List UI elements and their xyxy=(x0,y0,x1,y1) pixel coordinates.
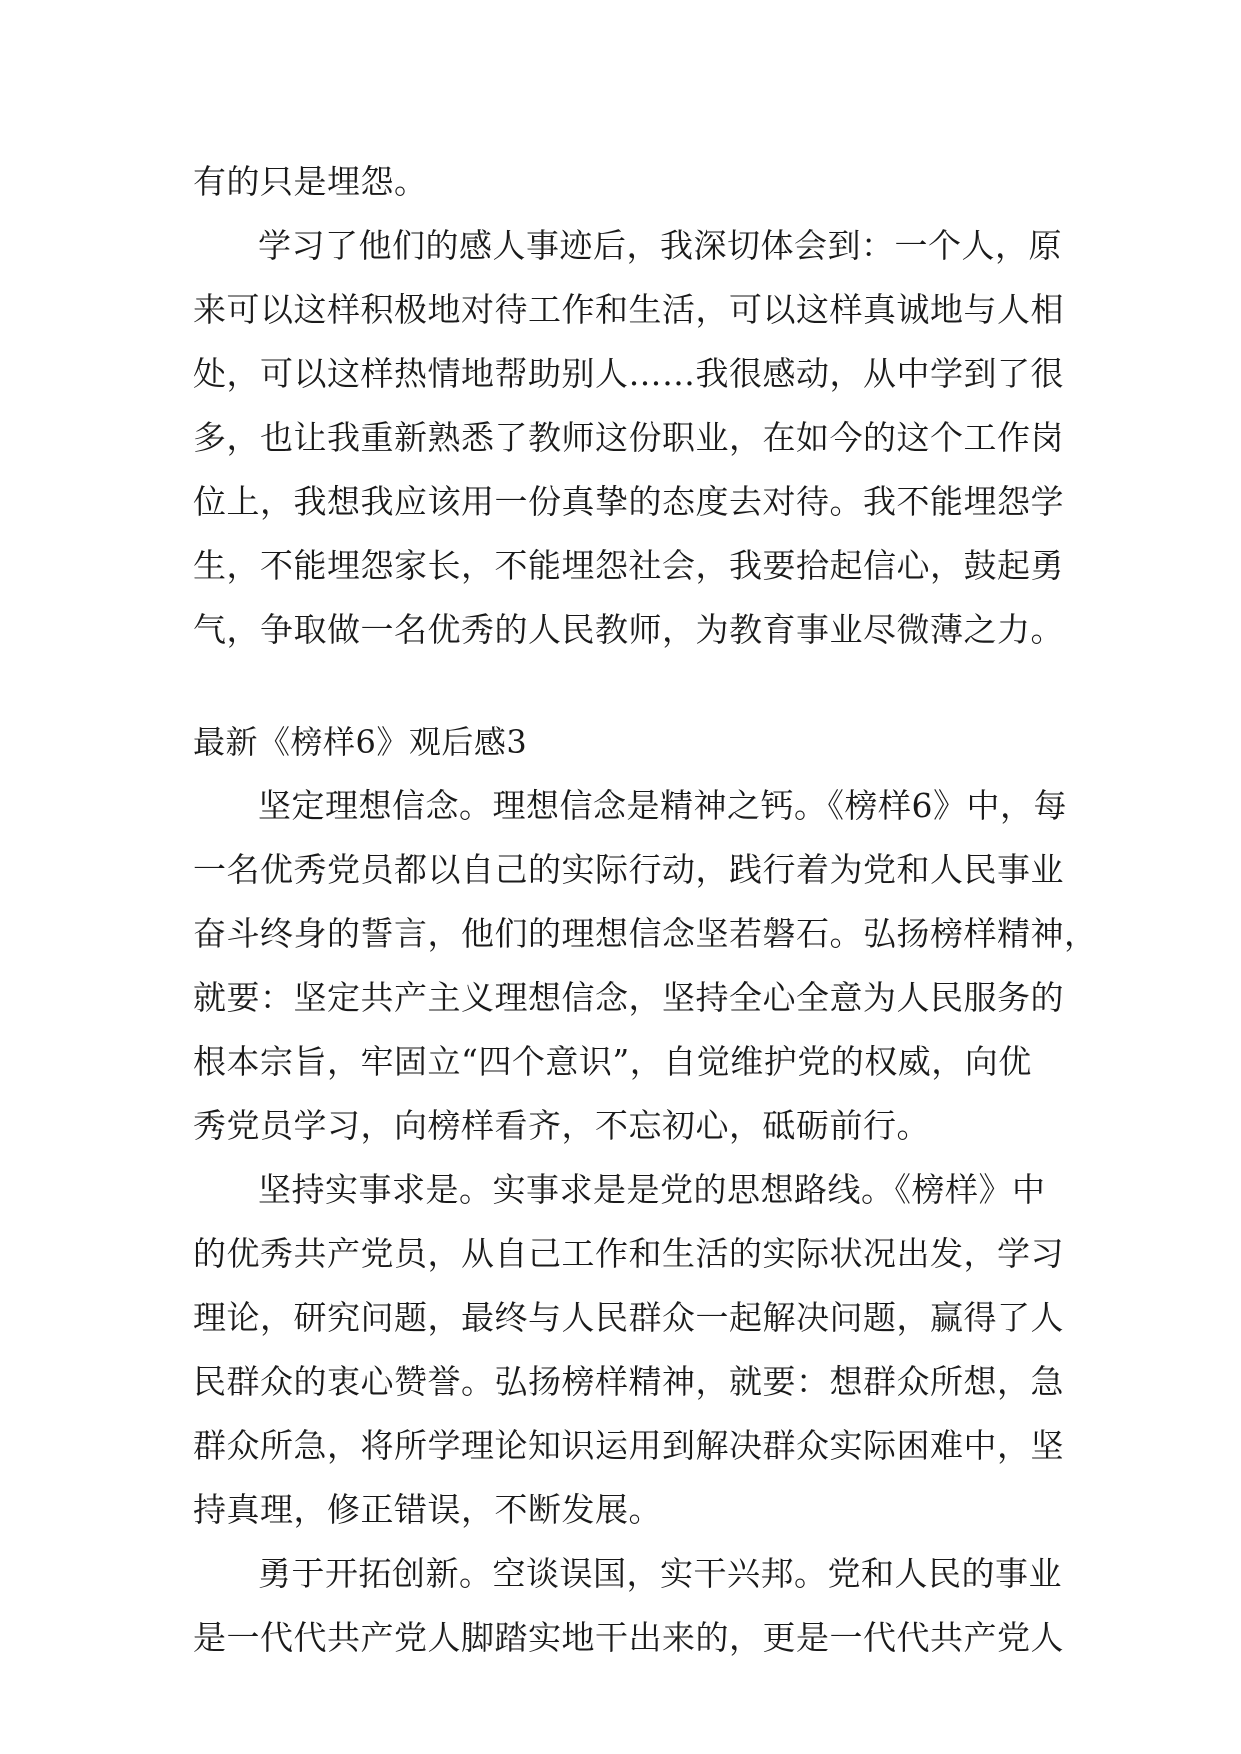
paragraph-line: 坚持实事求是。实事求是是党的思想路线。《榜样》中 xyxy=(258,1170,1046,1209)
paragraph-line: 生，不能埋怨家长，不能埋怨社会，我要拾起信心，鼓起勇 xyxy=(193,546,1064,585)
paragraph-line: 位上，我想我应该用一份真挚的态度去对待。我不能埋怨学 xyxy=(193,482,1064,521)
paragraph-line: 根本宗旨，牢固立“四个意识”，自觉维护党的权威，向优 xyxy=(193,1042,1032,1081)
paragraph-line: 学习了他们的感人事迹后，我深切体会到：一个人，原 xyxy=(258,226,1062,265)
paragraph-line: 有的只是埋怨。 xyxy=(193,162,428,201)
paragraph-line: 的优秀共产党员，从自己工作和生活的实际状况出发，学习 xyxy=(193,1234,1064,1273)
paragraph-line: 群众所急，将所学理论知识运用到解决群众实际困难中，坚 xyxy=(193,1426,1064,1465)
paragraph-line: 处，可以这样热情地帮助别人……我很感动，从中学到了很 xyxy=(193,354,1064,393)
paragraph-line: 奋斗终身的誓言，他们的理想信念坚若磐石。弘扬榜样精神， xyxy=(193,914,1098,953)
paragraph-line: 一名优秀党员都以自己的实际行动，践行着为党和人民事业 xyxy=(193,850,1064,889)
paragraph-line: 理论，研究问题，最终与人民群众一起解决问题，赢得了人 xyxy=(193,1298,1064,1337)
paragraph-line: 坚定理想信念。理想信念是精神之钙。《榜样6》中，每 xyxy=(258,786,1067,825)
paragraph-line: 秀党员学习，向榜样看齐，不忘初心，砥砺前行。 xyxy=(193,1106,930,1145)
paragraph-line: 气，争取做一名优秀的人民教师，为教育事业尽微薄之力。 xyxy=(193,610,1064,649)
paragraph-line: 就要：坚定共产主义理想信念，坚持全心全意为人民服务的 xyxy=(193,978,1064,1017)
paragraph-line: 民群众的衷心赞誉。弘扬榜样精神，就要：想群众所想，急 xyxy=(193,1362,1064,1401)
paragraph-line: 多，也让我重新熟悉了教师这份职业，在如今的这个工作岗 xyxy=(193,418,1064,457)
paragraph-line: 持真理，修正错误，不断发展。 xyxy=(193,1490,662,1529)
section-heading: 最新《榜样6》观后感3 xyxy=(193,723,528,761)
paragraph-line: 是一代代共产党人脚踏实地干出来的，更是一代代共产党人 xyxy=(193,1618,1064,1657)
paragraph-line: 来可以这样积极地对待工作和生活，可以这样真诚地与人相 xyxy=(193,290,1064,329)
paragraph-line: 勇于开拓创新。空谈误国，实干兴邦。党和人民的事业 xyxy=(258,1554,1062,1593)
